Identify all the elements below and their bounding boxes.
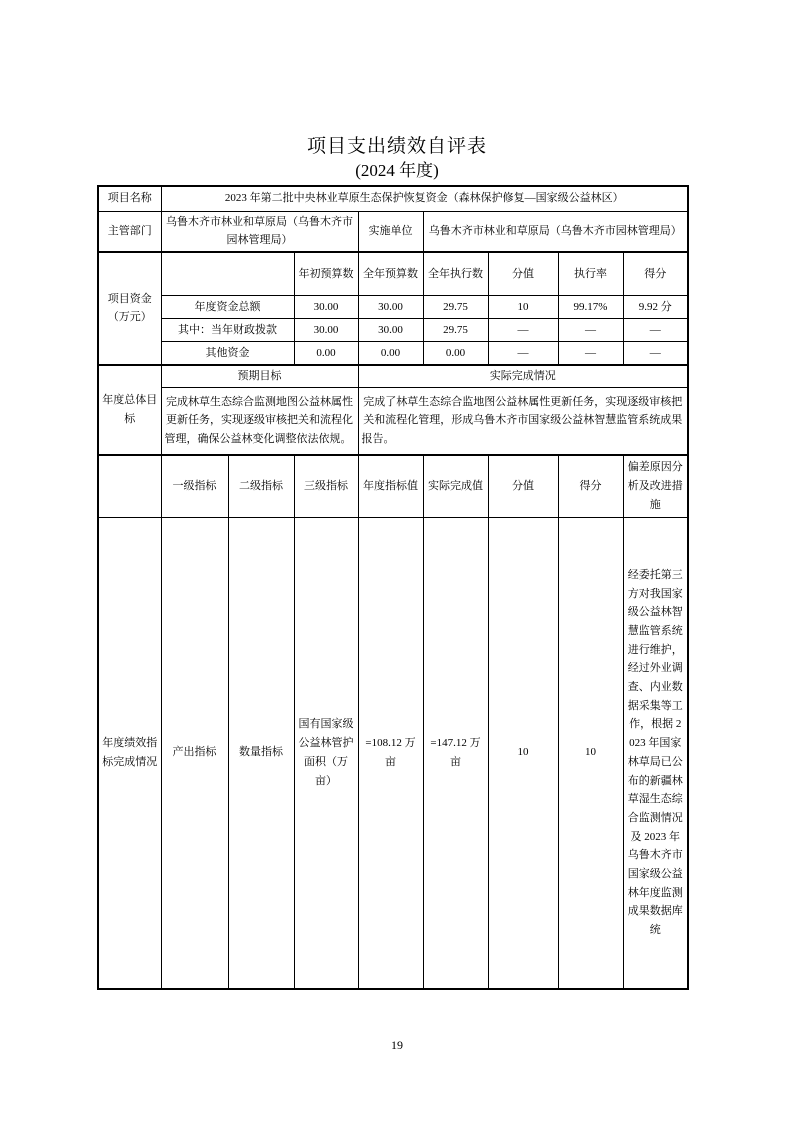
table-row xyxy=(98,211,688,252)
funding-cell: 0.00 xyxy=(294,342,358,365)
indicator-col-header: 一级指标 xyxy=(161,455,228,517)
funding-cell: — xyxy=(488,342,558,365)
expected-goal-header: 预期目标 xyxy=(161,365,358,387)
performance-table xyxy=(97,185,689,990)
expected-goal-text: 完成林草生态综合监测地图公益林属性更新任务，实现逐级审核把关和流程化管理，确保公益林变化调整依法依规。 xyxy=(161,387,358,455)
funding-row-label: 其中：当年财政拨款 xyxy=(161,319,294,342)
table-row xyxy=(98,186,688,211)
funding-cell: 10 xyxy=(488,296,558,319)
deviation-analysis-text: 经委托第三方对我国家级公益林智慧监管系统进行维护，经过外业调查、内业数据采集等工作，根据 2023 年国家林草局已公布的新疆林草湿生态综合监测情况及 2023 年乌鲁木齐市国家级公益林年度监测成果数据库统 xyxy=(623,517,688,989)
funding-cell: 30.00 xyxy=(358,319,423,342)
page-title: 项目支出绩效自评表 xyxy=(306,136,487,157)
page-number: 19 xyxy=(391,1038,403,1052)
funding-cell: 30.00 xyxy=(358,296,423,319)
funding-cell: — xyxy=(623,342,688,365)
funding-row-label: 年度资金总额 xyxy=(161,296,294,319)
actual-goal-header: 实际完成情况 xyxy=(358,365,688,387)
funding-cell: 99.17% xyxy=(558,296,623,319)
goal-content-row xyxy=(98,387,688,455)
funding-section-label: 项目资金（万元） xyxy=(98,252,161,365)
indicator-col-header: 二级指标 xyxy=(228,455,294,517)
supervisor-label: 主管部门 xyxy=(98,211,161,252)
supervisor-value: 乌鲁木齐市林业和草原局（乌鲁木齐市园林管理局） xyxy=(161,211,358,252)
funding-col-header: 年初预算数 xyxy=(294,252,358,296)
indicator-section-label: 年度绩效指标完成情况 xyxy=(98,517,161,989)
funding-col-header: 全年执行数 xyxy=(423,252,488,296)
title-block xyxy=(0,135,794,182)
actual-goal-text: 完成了林草生态综合监地图公益林属性更新任务，实现逐级审核把关和流程化管理，形成乌鲁木齐市国家级公益林智慧监管系统成果报告。 xyxy=(358,387,688,455)
indicator-col-header: 三级指标 xyxy=(294,455,358,517)
implementer-label: 实施单位 xyxy=(358,211,423,252)
indicator-col-header: 得分 xyxy=(558,455,623,517)
indicator-score: 10 xyxy=(558,517,623,989)
funding-cell: — xyxy=(488,319,558,342)
indicator-level1: 产出指标 xyxy=(161,517,228,989)
page-subtitle: (2024 年度) xyxy=(355,161,439,180)
funding-header-row xyxy=(98,252,688,296)
implementer-value: 乌鲁木齐市林业和草原局（乌鲁木齐市园林管理局） xyxy=(423,211,688,252)
indicator-actual-value: =147.12 万亩 xyxy=(423,517,488,989)
funding-cell: 0.00 xyxy=(358,342,423,365)
project-name-label: 项目名称 xyxy=(98,186,161,211)
funding-row-other xyxy=(98,342,688,365)
indicator-header-row xyxy=(98,455,688,517)
project-name-value: 2023 年第二批中央林业草原生态保护恢复资金（森林保护修复—国家级公益林区） xyxy=(161,186,688,211)
funding-col-header: 执行率 xyxy=(558,252,623,296)
funding-col-header: 得分 xyxy=(623,252,688,296)
indicator-score-weight: 10 xyxy=(488,517,558,989)
funding-empty-cell xyxy=(161,252,294,296)
funding-cell: 29.75 xyxy=(423,296,488,319)
funding-col-header: 分值 xyxy=(488,252,558,296)
indicator-level3: 国有国家级公益林管护面积（万亩） xyxy=(294,517,358,989)
indicator-data-row xyxy=(98,517,688,989)
funding-cell: 30.00 xyxy=(294,319,358,342)
indicator-col-header: 分值 xyxy=(488,455,558,517)
funding-cell: 9.92 分 xyxy=(623,296,688,319)
indicator-col-header: 实际完成值 xyxy=(423,455,488,517)
indicator-target-value: =108.12 万亩 xyxy=(358,517,423,989)
funding-cell: — xyxy=(558,319,623,342)
indicator-level2: 数量指标 xyxy=(228,517,294,989)
funding-row-fiscal xyxy=(98,319,688,342)
indicator-col-header: 年度指标值 xyxy=(358,455,423,517)
funding-cell: 0.00 xyxy=(423,342,488,365)
goal-header-row xyxy=(98,365,688,387)
funding-row-total xyxy=(98,296,688,319)
funding-cell: 30.00 xyxy=(294,296,358,319)
indicator-col-header: 偏差原因分析及改进措施 xyxy=(623,455,688,517)
funding-cell: — xyxy=(623,319,688,342)
goal-section-label: 年度总体目标 xyxy=(98,365,161,455)
funding-cell: 29.75 xyxy=(423,319,488,342)
funding-col-header: 全年预算数 xyxy=(358,252,423,296)
indicator-empty-cell xyxy=(98,455,161,517)
funding-row-label: 其他资金 xyxy=(161,342,294,365)
funding-cell: — xyxy=(558,342,623,365)
